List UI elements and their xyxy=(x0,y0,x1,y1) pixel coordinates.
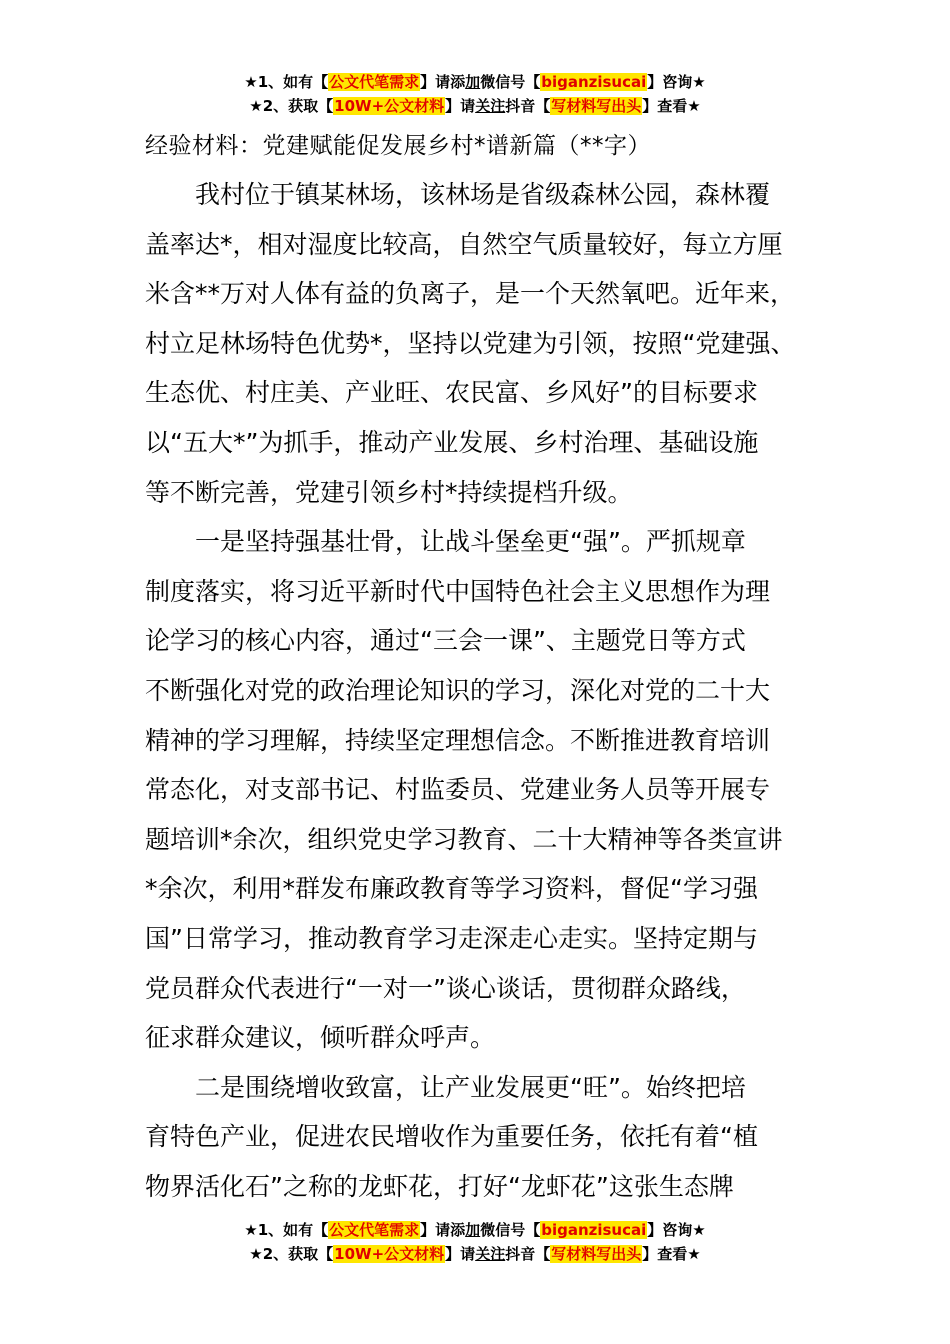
star-icon: ★ xyxy=(692,1221,706,1239)
paragraph-line: 育特色产业，促进农民增收作为重要任务，依托有着“植 xyxy=(145,1122,758,1152)
paragraph-line: 村立足林场特色优势*，坚持以党建为引领，按照“党建强、 xyxy=(145,328,796,358)
document-body xyxy=(145,170,825,1211)
highlight-douyin-account: 写材料写出头 xyxy=(551,97,642,115)
highlight-materials: 10W+公文材料 xyxy=(334,97,445,115)
banner-line-1: ★1、如有【公文代笔需求】请添加微信号【biganzisucai】咨询★ xyxy=(244,73,706,91)
star-icon: ★ xyxy=(249,1245,263,1263)
paragraph-line: 征求群众建议，倾听群众呼声。 xyxy=(145,1023,496,1053)
paragraph-line: 题培训*余次，组织党史学习教育、二十大精神等各类宣讲 xyxy=(145,824,783,854)
paragraph-line: 论学习的核心内容，通过“三会一课”、主题党日等方式 xyxy=(145,626,746,656)
paragraph-line: 精神的学习理解，持续坚定理想信念。不断推进教育培训 xyxy=(145,725,771,755)
star-icon: ★ xyxy=(687,1245,701,1263)
highlight-douyin-account: 写材料写出头 xyxy=(551,1245,642,1263)
star-icon: ★ xyxy=(687,97,701,115)
bottom-banner xyxy=(0,1218,950,1266)
paragraph-line: 一是坚持强基壮骨，让战斗堡垒更“强”。严抓规章 xyxy=(195,527,746,557)
banner-line-1: ★1、如有【公文代笔需求】请添加微信号【biganzisucai】咨询★ xyxy=(244,1221,706,1239)
paragraph-line: 二是围绕增收致富，让产业发展更“旺”。始终把培 xyxy=(195,1072,746,1102)
star-icon: ★ xyxy=(692,73,706,91)
top-banner xyxy=(0,70,950,118)
highlight-materials: 10W+公文材料 xyxy=(334,1245,445,1263)
paragraph-line: 生态优、村庄美、产业旺、农民富、乡风好”的目标要求 xyxy=(145,378,758,408)
highlight-wechat-id: biganzisucai xyxy=(541,1221,647,1239)
document-title: 经验材料：党建赋能促发展乡村*谱新篇（**字） xyxy=(145,133,651,159)
paragraph-line: 常态化，对支部书记、村监委员、党建业务人员等开展专 xyxy=(145,775,771,805)
banner-line-2: ★2、获取【10W+公文材料】请关注抖音【写材料写出头】查看★ xyxy=(249,97,701,115)
paragraph-line: 以“五大*”为抓手，推动产业发展、乡村治理、基础设施 xyxy=(145,427,759,457)
paragraph-line: 米含**万对人体有益的负离子，是一个天然氧吧。近年来， xyxy=(145,279,796,309)
paragraph-line: *余次，利用*群发布廉政教育等学习资料，督促“学习强 xyxy=(145,874,758,904)
paragraph-line: 国”日常学习，推动教育学习走深走心走实。坚持定期与 xyxy=(145,923,758,953)
highlight-wechat-id: biganzisucai xyxy=(541,73,647,91)
paragraph-line: 不断强化对党的政治理论知识的学习，深化对党的二十大 xyxy=(145,675,771,705)
paragraph-line: 我村位于镇某林场，该林场是省级森林公园，森林覆 xyxy=(195,180,771,209)
paragraph-line: 党员群众代表进行“一对一”谈心谈话，贯彻群众路线， xyxy=(145,973,746,1003)
paragraph-line: 盖率达*，相对湿度比较高，自然空气质量较好，每立方厘 xyxy=(145,229,783,259)
star-icon: ★ xyxy=(244,73,258,91)
star-icon: ★ xyxy=(249,97,263,115)
paragraph-line: 等不断完善，党建引领乡村*持续提档升级。 xyxy=(145,477,633,507)
star-icon: ★ xyxy=(244,1221,258,1239)
highlight-service: 公文代笔需求 xyxy=(329,73,420,91)
paragraph-line: 物界活化石”之称的龙虾花，打好“龙虾花”这张生态牌 xyxy=(145,1171,734,1201)
paragraph-line: 制度落实，将习近平新时代中国特色社会主义思想作为理 xyxy=(145,576,771,606)
highlight-service: 公文代笔需求 xyxy=(329,1221,420,1239)
banner-line-2: ★2、获取【10W+公文材料】请关注抖音【写材料写出头】查看★ xyxy=(249,1245,701,1263)
